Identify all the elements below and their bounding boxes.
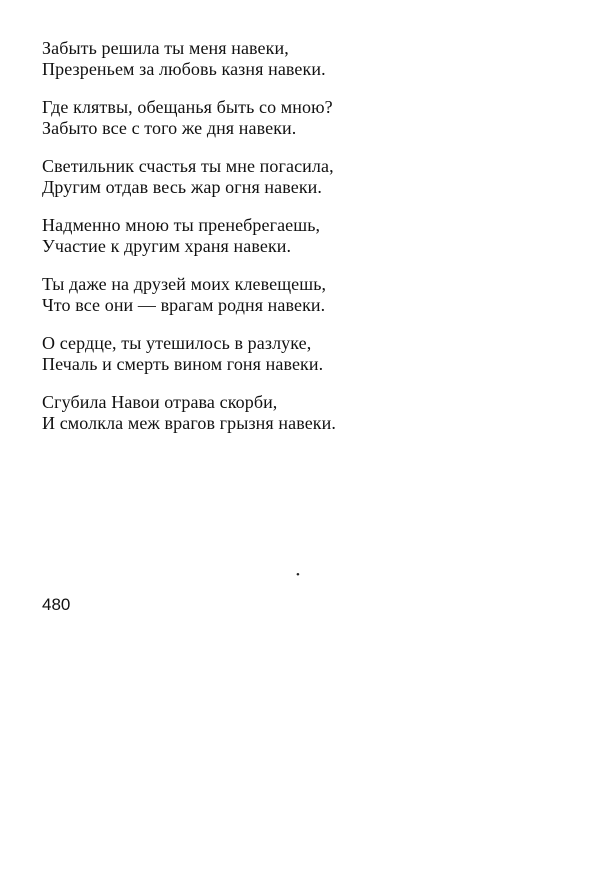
stanza-3 xyxy=(42,156,422,198)
page-number: 480 xyxy=(42,595,71,614)
poem-line: Презреньем за любовь казня навеки. xyxy=(42,59,326,79)
poem-line: О сердце, ты утешилось в разлуке, xyxy=(42,333,312,353)
poem-line: Другим отдав весь жар огня навеки. xyxy=(42,177,323,197)
poem-line: Печаль и смерть вином гоня навеки. xyxy=(42,354,324,374)
poem-line: Забыто все с того же дня навеки. xyxy=(42,118,297,138)
poem-line: Где клятвы, обещанья быть со мною? xyxy=(42,97,333,117)
poem-line: Участие к другим храня навеки. xyxy=(42,236,292,256)
poem xyxy=(42,38,422,451)
poem-line: Сгубила Навои отрава скорби, xyxy=(42,392,278,412)
stanza-1 xyxy=(42,38,422,80)
poem-line: Что все они — врагам родня навеки. xyxy=(42,295,326,315)
stanza-6 xyxy=(42,333,422,375)
poem-line: Забыть решила ты меня навеки, xyxy=(42,38,289,58)
stanza-5 xyxy=(42,274,422,316)
stanza-4 xyxy=(42,215,422,257)
poem-line: Ты даже на друзей моих клевещешь, xyxy=(42,274,327,294)
poem-line: И смолкла меж врагов грызня навеки. xyxy=(42,413,336,433)
poem-line: Светильник счастья ты мне погасила, xyxy=(42,156,334,176)
poem-line: Надменно мною ты пренебрегаешь, xyxy=(42,215,321,235)
stanza-7 xyxy=(42,392,422,434)
ornament-mark-icon: • xyxy=(296,569,300,581)
stanza-2 xyxy=(42,97,422,139)
